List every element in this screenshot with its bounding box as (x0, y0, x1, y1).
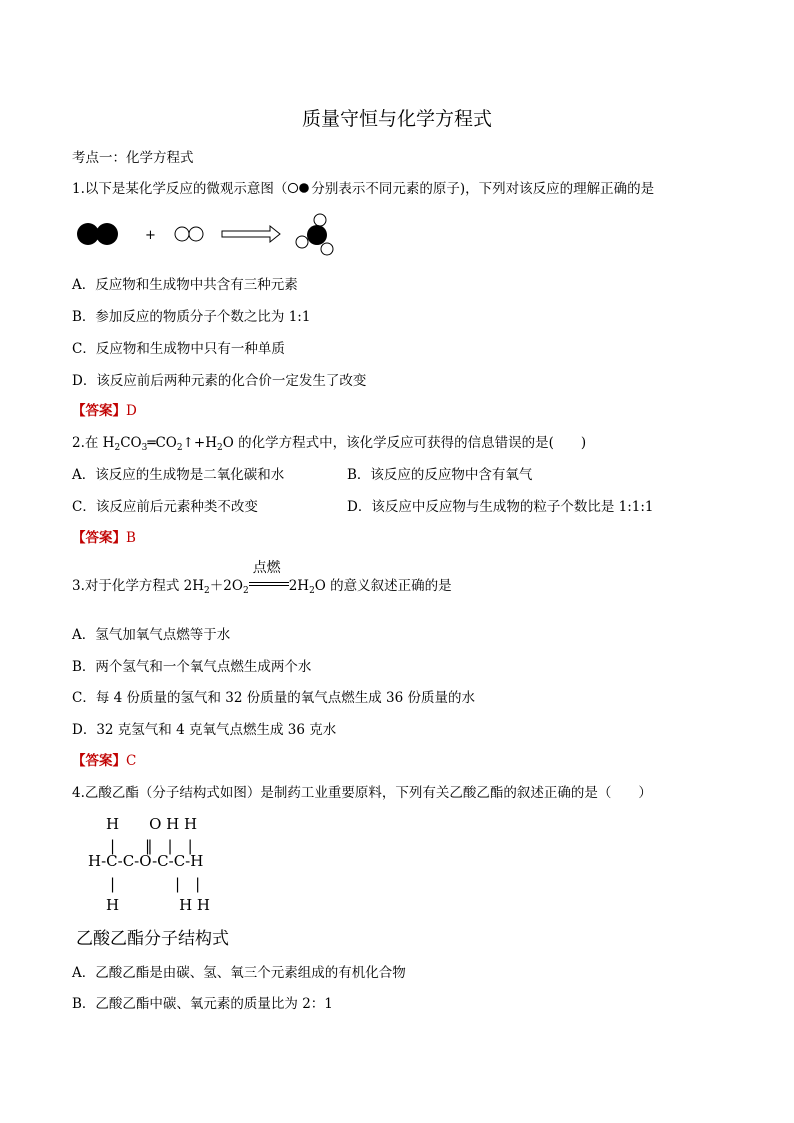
answer-value: B (126, 530, 136, 546)
q2-option-a: A．该反应的生成物是二氧化碳和水 (72, 467, 285, 483)
q3-option-b: B．两个氢气和一个氧气点燃生成两个水 (72, 659, 312, 675)
product-molecule (296, 214, 333, 255)
q1-stem-part-b: 分别表示不同元素的原子)，下列对该反应的理解正确的是 (311, 181, 655, 197)
q1-option-c: C．反应物和生成物中只有一种单质 (72, 341, 285, 357)
reactant-molecule-black (77, 223, 118, 245)
answer-label: 【答案】 (72, 403, 126, 419)
q3-option-d: D．32 克氢气和 4 克氧气点燃生成 36 克水 (72, 722, 337, 738)
q4-option-a: A．乙酸乙酯是由碳、氢、氧三个元素组成的有机化合物 (72, 965, 406, 981)
page-title: 质量守恒与化学方程式 (301, 108, 492, 130)
answer-value: C (126, 753, 137, 769)
q4-option-b: B．乙酸乙酯中碳、氧元素的质量比为 2：1 (72, 996, 333, 1012)
q1-answer (72, 399, 137, 419)
reactant-molecule-white (175, 227, 203, 241)
plus-sign: + (145, 228, 156, 243)
struct-row-1: H O H H (106, 815, 198, 833)
q1-option-d: D．该反应前后两种元素的化合价一定发生了改变 (72, 373, 367, 389)
struct-row-4: | | | (110, 875, 201, 893)
section-heading: 考点一：化学方程式 (72, 150, 194, 166)
question-4-stem: 4.乙酸乙酯（分子结构式如图）是制药工业重要原料，下列有关乙酸乙酯的叙述正确的是（ ） (72, 785, 652, 801)
condition-label: 点燃 (252, 560, 281, 576)
atom-legend-icon (287, 182, 311, 194)
q3-option-a: A．氢气加氧气点燃等于水 (72, 627, 231, 643)
answer-label: 【答案】 (72, 753, 126, 769)
answer-label: 【答案】 (72, 530, 126, 546)
reaction-diagram (70, 208, 360, 260)
q1-stem-part-a: 1.以下是某化学反应的微观示意图（ (72, 181, 288, 197)
q1-option-a: A．反应物和生成物中共含有三种元素 (72, 277, 298, 293)
reaction-condition (249, 560, 289, 590)
struct-row-2: | ‖ | | (110, 837, 193, 855)
struct-row-5: H H H (106, 896, 211, 914)
structure-caption: 乙酸乙酯分子结构式 (76, 929, 229, 949)
question-3-stem: 3.对于化学方程式 $2H_2+2O_2$ 点燃 $2H_2O$ 的意义叙述正确的是 (72, 574, 452, 596)
question-1-stem (72, 177, 654, 197)
q3-option-c: C．每 4 份质量的氢气和 32 份质量的氧气点燃生成 36 份质量的水 (72, 690, 476, 706)
q2-option-b: B．该反应的反应物中含有氧气 (347, 467, 533, 483)
q2-answer (72, 526, 136, 546)
q2-option-d: D．该反应中反应物与生成物的粒子个数比是 1:1:1 (347, 499, 654, 515)
question-2-stem: 2.在 $H_2CO_3═CO_2↑+H_2O$ 的化学方程式中，该化学反应可获得的信息错误的是( ) (72, 435, 587, 453)
struct-row-3: H-C-C-O-C-C-H (88, 852, 204, 870)
reaction-arrow-icon (222, 226, 280, 242)
q1-option-b: B．参加反应的物质分子个数之比为 1:1 (72, 309, 311, 325)
q2-option-c: C．该反应前后元素种类不改变 (72, 499, 258, 515)
q3-answer (72, 749, 136, 769)
answer-value: D (126, 403, 137, 419)
